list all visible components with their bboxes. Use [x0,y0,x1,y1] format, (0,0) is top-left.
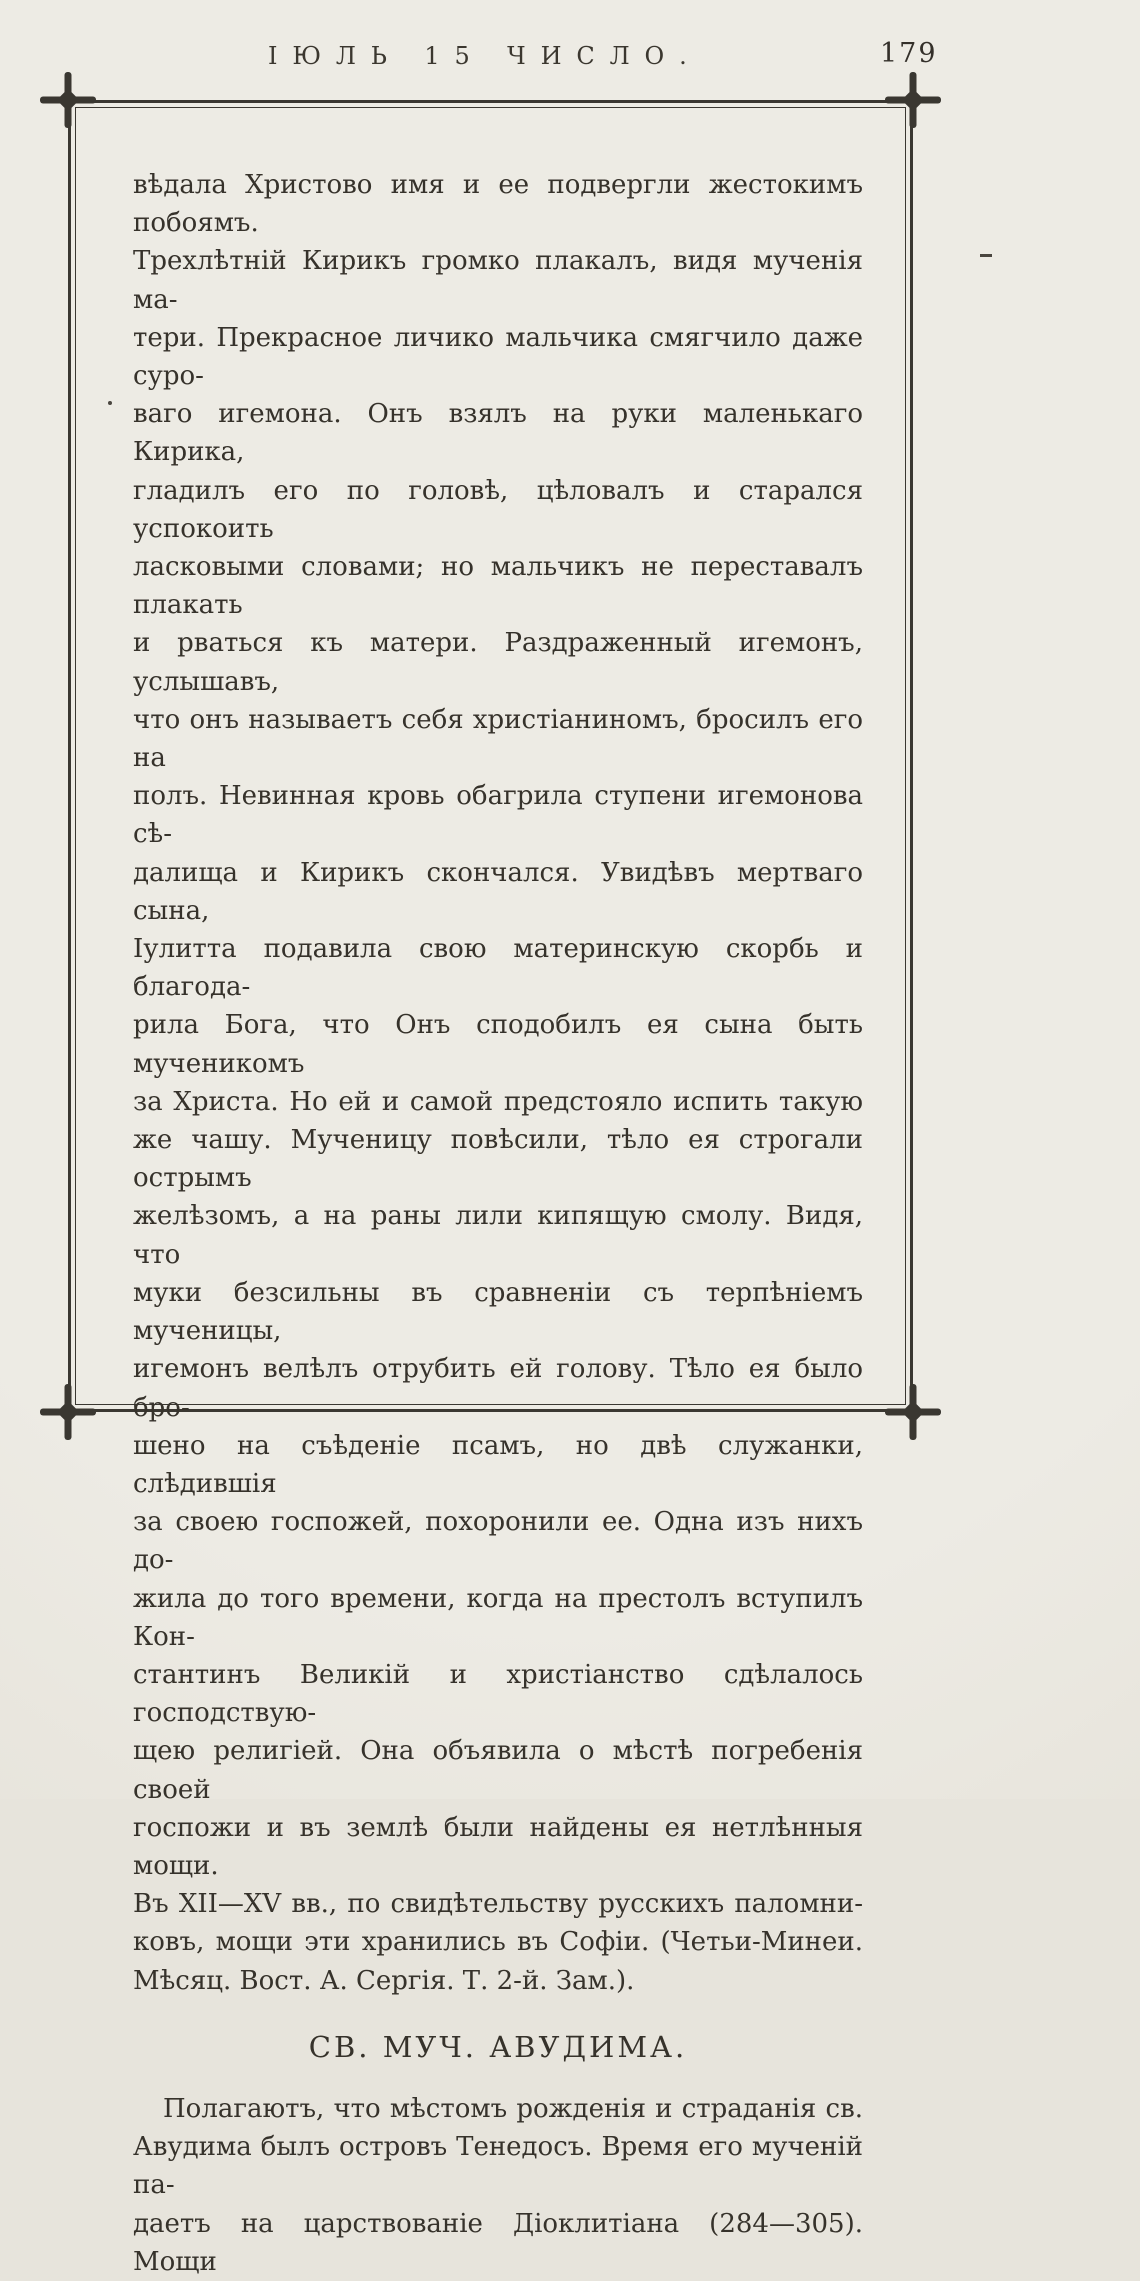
corner-cross-ornament-bottom-right [885,1384,941,1440]
text-line: муки безсильны въ сравненіи съ терпѣніемъ мученицы, [133,1277,863,1347]
corner-cross-ornament-top-left [40,72,96,128]
text-line: щею религіей. Она объявила о мѣстѣ погребенія своей [133,1736,863,1805]
text-line: стантинъ Великій и христіанство сдѣлалось господствую- [133,1659,863,1729]
text-line: Іулитта подавила свою материнскую скорбь и благода- [133,934,863,1003]
text-line: что онъ называетъ себя христіаниномъ, бросилъ его на [133,704,863,774]
running-header-title: ІЮЛЬ 15 ЧИСЛО. [268,42,702,70]
text-line: и рваться къ матери. Раздраженный игемонъ, услышавъ, [133,628,863,697]
text-line: игемонъ велѣлъ отрубить ей голову. Тѣло ея было бро- [133,1354,863,1423]
text-line: Авудима былъ островъ Тенедосъ. Время его мученій па- [133,2132,863,2201]
text-line: ласковыми словами; но мальчикъ не переставалъ плакать [133,552,863,621]
text-line: гладилъ его по головѣ, цѣловалъ и старался успокоить [133,475,863,544]
text-line: Въ XII—XV вв., по свидѣтельству русскихъ паломни- [133,1889,863,1920]
text-line: желѣзомъ, а на раны лили кипящую смолу. Видя, что [133,1201,863,1270]
text-line: Трехлѣтній Кирикъ громко плакалъ, видя мученія ма- [133,246,863,315]
scan-mark [108,401,112,405]
text-line: далища и Кирикъ скончался. Увидѣвъ мертваго сына, [133,857,863,926]
cross-hub [902,89,925,112]
scan-mark [980,254,992,257]
cross-hub [57,1401,80,1424]
text-line: шено на съѣденіе псамъ, но двѣ служанки, слѣдившія [133,1430,863,1499]
text-line: ваго игемона. Онъ взялъ на руки маленькаго Кирика, [133,399,863,468]
text-line: вѣдала Христово имя и ее подвергли жестокимъ побоямъ. [133,170,863,239]
page-text [133,166,863,2281]
text-line: рила Бога, что Онъ сподобилъ ея сына быть мученикомъ [133,1010,863,1079]
text-line: ковъ, мощи эти хранились въ Софіи. (Четьи-Минеи. [133,1927,863,1958]
text-line: Полагаютъ, что мѣстомъ рожденія и страданія св. [163,2093,863,2124]
text-line: жила до того времени, когда на престолъ вступилъ Кон- [133,1583,863,1652]
text-line: за Христа. Но ей и самой предстояло испить такую [133,1086,863,1117]
text-line: тери. Прекрасное личико мальчика смягчило даже суро- [133,322,863,392]
text-line: Мѣсяц. Вост. А. Сергія. Т. 2-й. Зам.). [133,1965,635,1996]
text-line: госпожи и въ землѣ были найдены ея нетлѣнныя мощи. [133,1812,863,1881]
cross-hub [57,89,80,112]
paragraph-avudim [133,2090,863,2281]
section-heading-avudim: СВ. МУЧ. АВУДИМА. [308,2029,688,2064]
text-line: за своею госпожей, похоронили ее. Одна изъ нихъ до- [133,1507,863,1576]
text-line: же чашу. Мученицу повѣсили, тѣло ея строгали острымъ [133,1125,863,1194]
corner-cross-ornament-top-right [885,72,941,128]
text-line: даетъ на царствованіе Діоклитіана (284—305). Мощи [133,2208,863,2277]
cross-hub [902,1401,925,1424]
text-line: полъ. Невинная кровь обагрила ступени игемонова сѣ- [133,781,863,850]
corner-cross-ornament-bottom-left [40,1384,96,1440]
page-number: 179 [880,38,938,69]
paragraph-martyrdom-continuation [133,166,863,2000]
